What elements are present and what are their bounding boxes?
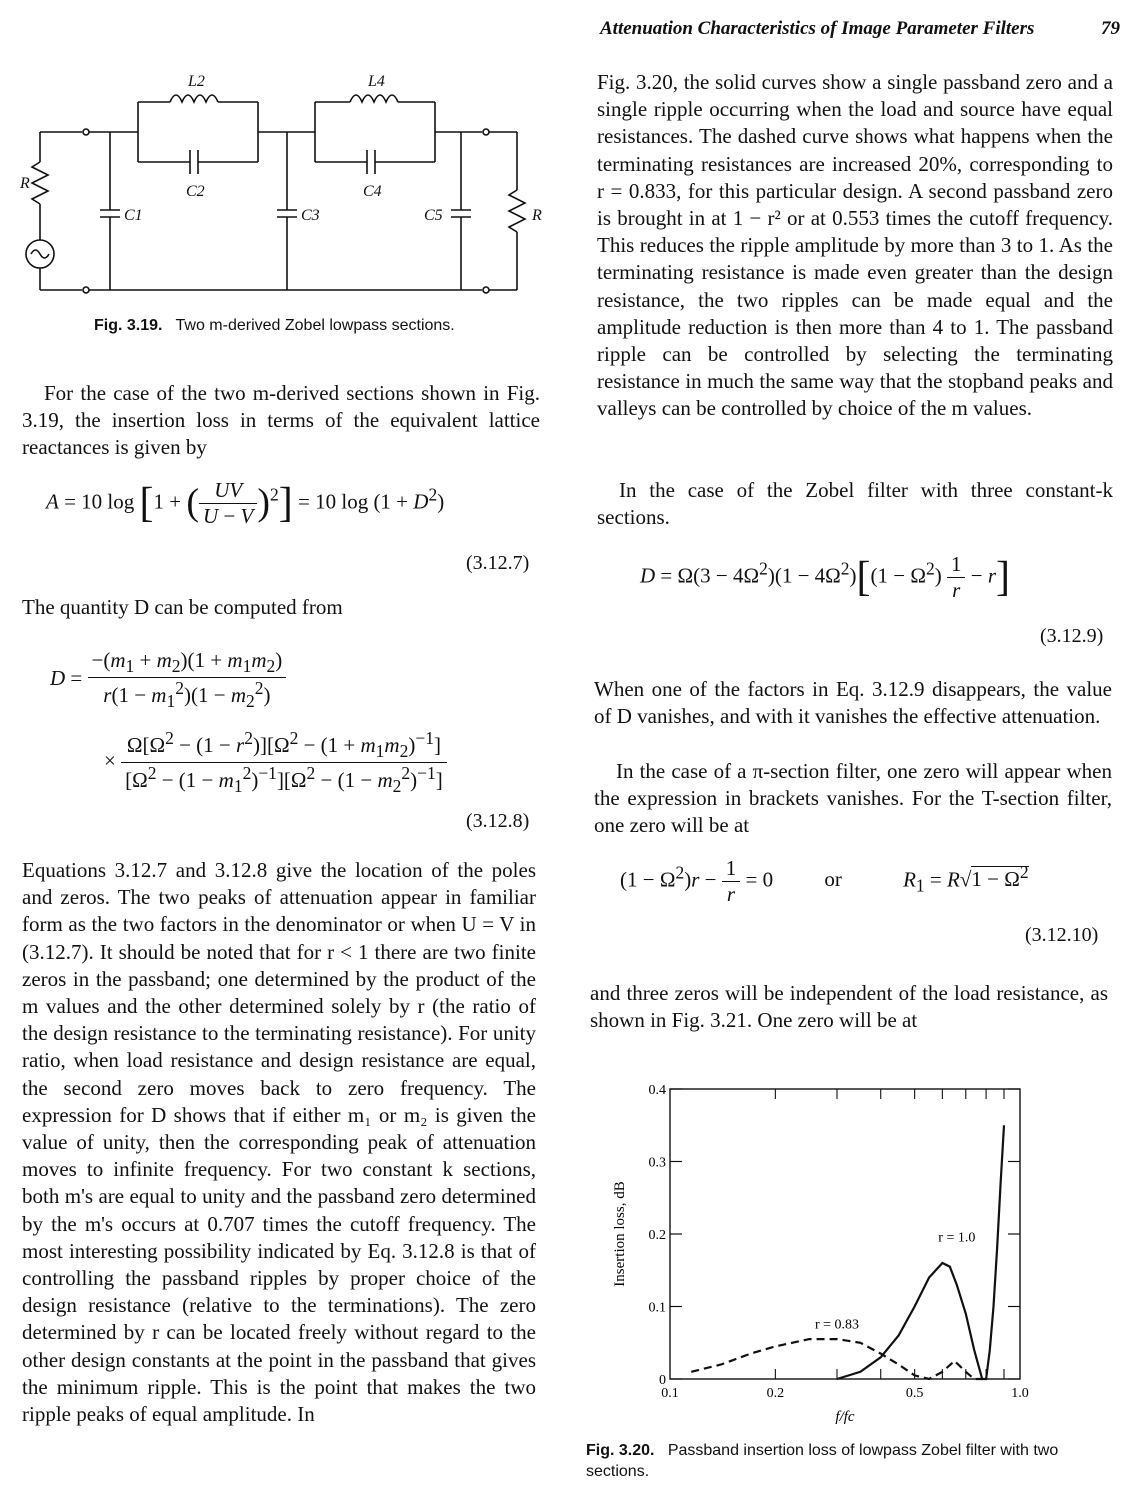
fig-3-20-label: Fig. 3.20. <box>586 1442 655 1459</box>
label-C3: C3 <box>301 207 320 224</box>
y-axis-label: Insertion loss, dB <box>612 1181 628 1287</box>
y-tick-label: 0.2 <box>648 1228 666 1243</box>
eq-3-12-7-number: (3.12.7) <box>466 552 530 574</box>
series-label: r = 0.83 <box>814 1317 860 1333</box>
running-title: Attenuation Characteristics of Image Parameter Filters <box>600 18 1035 39</box>
y-tick-label: 0 <box>659 1373 666 1388</box>
right-para-2: In the case of the Zobel filter with three constant-k sections. <box>597 478 1113 530</box>
running-head <box>600 14 1120 44</box>
right-para-3: When one of the factors in Eq. 3.12.9 disappears, the value of D vanishes, and with it vanishes the effective attenuation. <box>594 677 1112 729</box>
fig-3-19-text: Two m-derived Zobel lowpass sections. <box>175 317 455 334</box>
equation-3-12-8-part1: D = $\frac{-(m_1 + m_2)(1 + m_1m_2)}{r(1 - m_1^2)(1 - m_2^2)}$ <box>50 648 286 712</box>
fig-3-19-caption <box>94 315 554 336</box>
x-tick-label: 0.1 <box>661 1386 679 1401</box>
label-L2: L2 <box>188 73 205 90</box>
insertion-loss-chart <box>590 1075 1050 1430</box>
label-R-right: R <box>532 207 542 224</box>
label-C2: C2 <box>186 183 205 200</box>
eq-or: or <box>824 867 842 892</box>
y-tick-label: 0.4 <box>648 1083 666 1098</box>
label-C4: C4 <box>363 183 382 200</box>
label-C1: C1 <box>124 207 143 224</box>
x-tick-label: 1.0 <box>1011 1386 1029 1401</box>
fig-3-20-caption <box>586 1440 1116 1482</box>
fig-3-20-text: Passband insertion loss of lowpass Zobel filter with two sections. <box>586 1442 1059 1480</box>
equation-3-12-10: $(1 - \Omega^2)r$ − $\frac{1}{r}$ = 0 or $R_1 = R√1 - \Omega^2$ <box>620 856 1029 906</box>
label-R-left: R <box>20 175 30 192</box>
x-tick-label: 0.2 <box>766 1386 785 1401</box>
circuit-diagram <box>20 62 550 312</box>
eq-3-12-10-number: (3.12.10) <box>1025 924 1099 946</box>
y-tick-label: 0.1 <box>648 1300 666 1316</box>
x-axis-label: f/fc <box>835 1409 855 1425</box>
right-para-4: In the case of a π-section filter, one zero will appear when the expression in brackets vanishes. For the T-section filter, one zero will be at <box>594 759 1112 838</box>
y-tick-label: 0.3 <box>648 1155 666 1171</box>
label-C5: C5 <box>424 207 443 224</box>
page-number: 79 <box>1101 18 1120 39</box>
right-para-5: and three zeros will be independent of the load resistance, as shown in Fig. 3.21. One zero will be at <box>590 981 1108 1033</box>
equation-3-12-8-part2: × $\frac{\Omega[\Omega^2 - (1 - r^2)][\Omega^2 - (1 + m_1m_2)^{-1}]}{[\Omega^2 - (1 - m_1^2)^{-1}][\Omega^2 - (1 - m_2^2)^{-1}]}$ <box>104 728 447 797</box>
equation-3-12-7: A = 10 log [1 + ( $\frac{UV}{U - V}$ )$^2$] = 10 $\log (1 + D^2)$ <box>46 478 445 528</box>
left-para-2: The quantity D can be computed from <box>22 595 343 619</box>
left-para-3: Equations 3.12.7 and 3.12.8 give the location of the poles and zeros. The two peaks of attenuation appear in familiar form as the two factors in the denominator or when U = V in (3.12.7). It should be noted that for r < 1 there are two finite zeros in the passband; one determined by the product of the m values and the other determined solely by r (the ratio of the design resistance to the terminating resistance). For unity ratio, when load resistance and design resistance are equal, the second zero moves back to zero frequency. The expression for D shows that if either m₁ or m₂ is given the value of unity, then the corresponding peak of attenuation moves to infinite frequency. For two constant k sections, both m's are equal to unity and the passband zero determined by the m's occurs at 0.707 times the cutoff frequency. The most interesting possibility indicated by Eq. 3.12.8 is that of controlling the passband ripples by proper choice of the design resistance (relative to the terminations). The zero determined by r can be located freely without regard to the other design constants at the point in the passband that gives the minimum ripple. This is the point that makes the two ripple peaks of equal amplitude. In <box>22 858 536 1427</box>
eq-3-12-8-number: (3.12.8) <box>466 810 530 832</box>
fig-3-19-label: Fig. 3.19. <box>94 317 163 334</box>
right-para-1: Fig. 3.20, the solid curves show a single passband zero and a single ripple occurring when the load and source have equal resistances. The dashed curve shows what happens when the terminating resistances are increased 20%, corresponding to r = 0.833, for this particular design. A second passband zero is brought in at 1 − r² or at 0.553 times the cutoff frequency. This reduces the ripple amplitude by more than 3 to 1. As the terminating resistance is made even greater than the design resistance, the two ripples can be made equal and the amplitude reduction is then more than 4 to 1. The passband ripple can be controlled by selecting the terminating resistance in much the same way that the stopband peaks and valleys can be controlled by choice of the m values. <box>597 70 1113 421</box>
series-label: r = 1.0 <box>938 1230 976 1246</box>
label-L4: L4 <box>368 73 385 90</box>
eq-3-12-9-number: (3.12.9) <box>1040 625 1104 647</box>
x-tick-label: 0.5 <box>905 1386 924 1401</box>
equation-3-12-9: $D = \Omega(3 - 4\Omega^2)(1 - 4\Omega^2)[(1 - \Omega^2)$ $\frac{1}{r}$ − r] <box>640 552 1010 602</box>
series-line <box>837 1125 1004 1379</box>
left-para-1: For the case of the two m-derived sections shown in Fig. 3.19, the insertion loss in terms of the equivalent lattice reactances is given by <box>22 381 540 460</box>
